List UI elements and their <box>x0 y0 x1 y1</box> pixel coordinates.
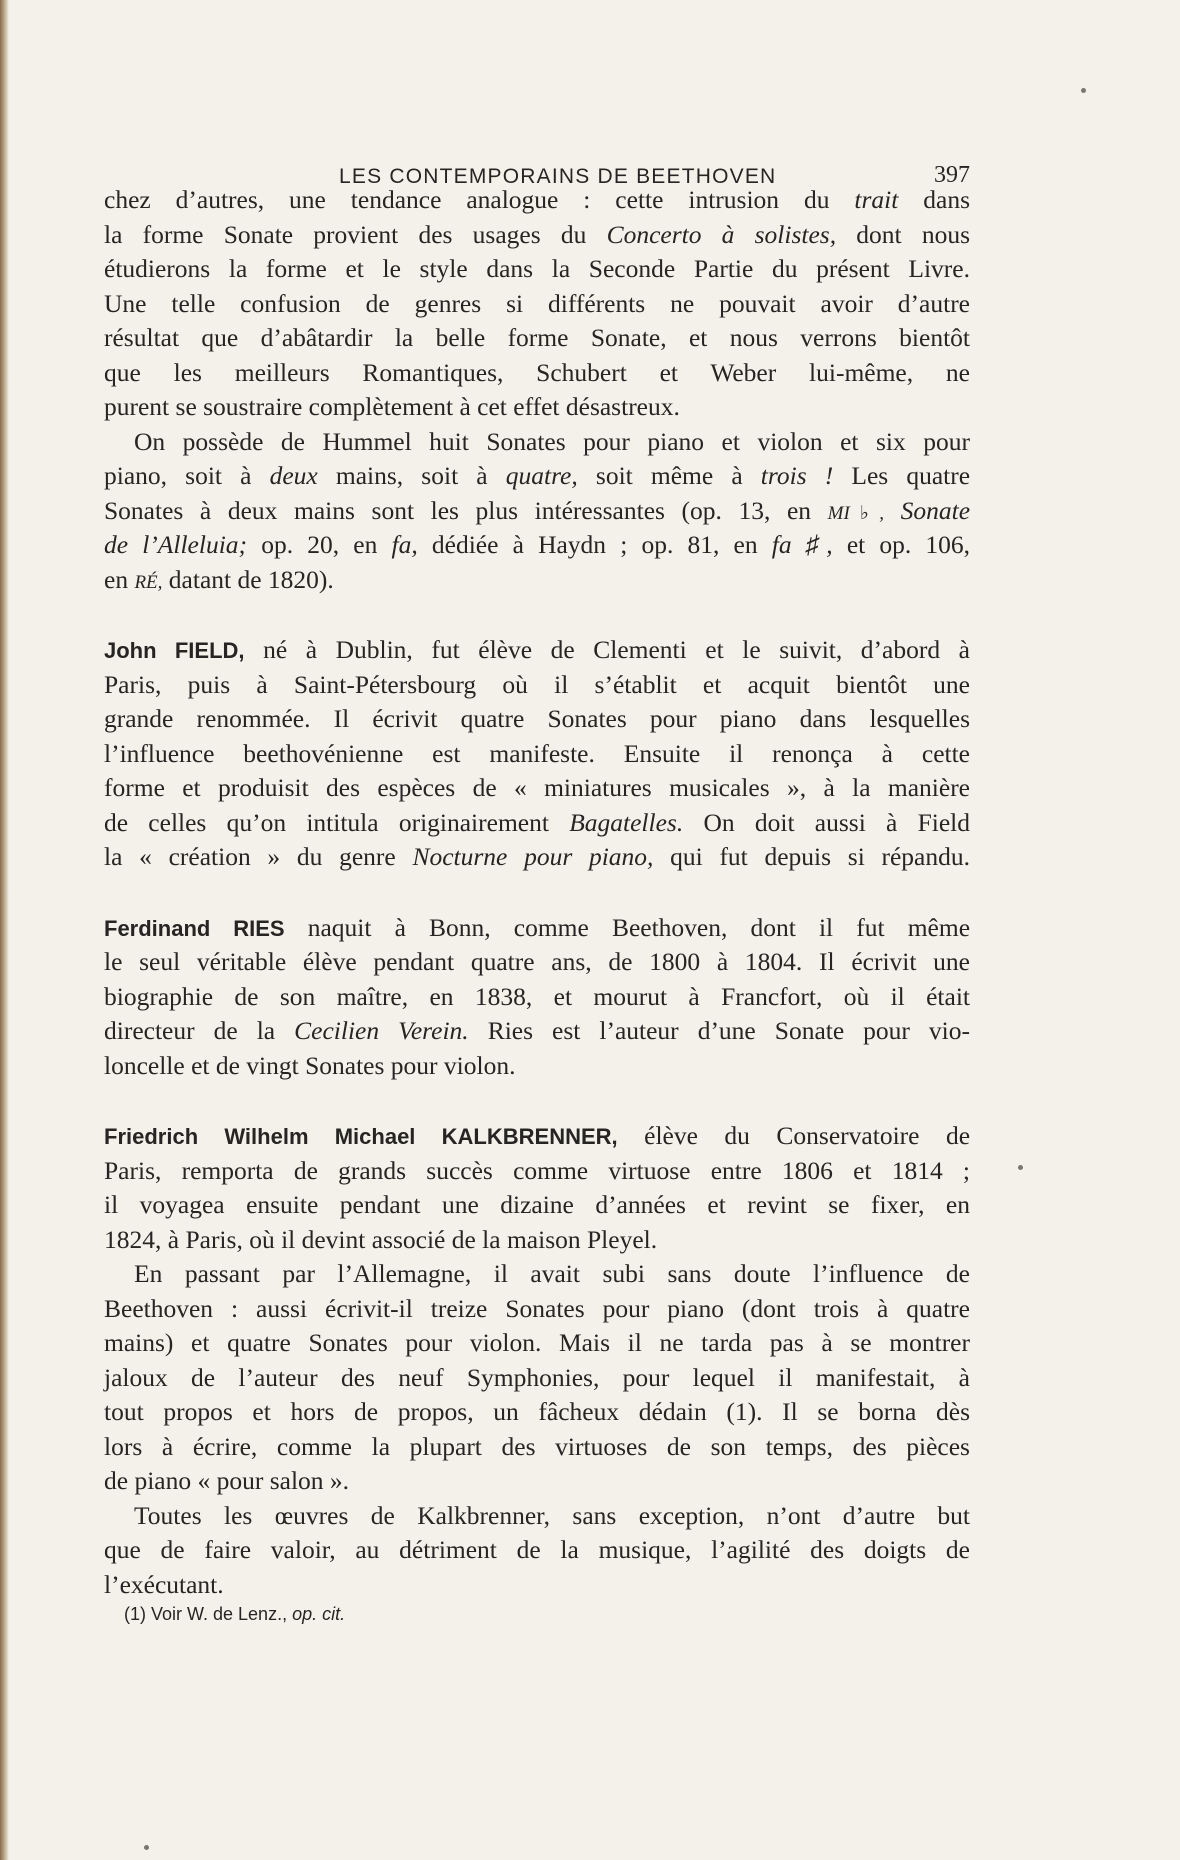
person-name: John FIELD, <box>104 638 245 663</box>
text-line: grande renommée. Il écrivit quatre Sonates pour piano dans lesquelles <box>104 704 970 733</box>
running-title: LES CONTEMPORAINS DE BEETHOVEN <box>339 165 777 188</box>
text-line: de l’Alleluia; op. 20, en fa, dédiée à Haydn ; op. 81, en fa ♯, et op. 106, <box>104 530 971 559</box>
text-line: que de faire valoir, au détriment de la musique, l’agilité des doigts de <box>104 1535 970 1564</box>
text-line: la forme Sonate provient des usages du Concerto à solistes, dont nous <box>104 219 971 249</box>
paper-speck <box>144 1845 149 1850</box>
footnote: (1) Voir W. de Lenz., op. cit. <box>124 1604 346 1624</box>
text-line: Une telle confusion de genres si différents ne pouvait avoir d’autre <box>104 288 970 318</box>
text-line: Ferdinand RIES naquit à Bonn, comme Beethoven, dont il fut même <box>104 912 971 942</box>
text-line: loncelle et de vingt Sonates pour violon. <box>104 1050 516 1080</box>
person-name: Friedrich Wilhelm Michael KALKBRENNER, <box>104 1124 618 1149</box>
text-line: lors à écrire, comme la plupart des virtuoses de son temps, des pièces <box>104 1431 970 1461</box>
person-name: Ferdinand RIES <box>104 915 285 941</box>
text-line: chez d’autres, une tendance analogue : cette intrusion du trait dans <box>104 185 971 214</box>
paper-speck <box>1018 1165 1023 1170</box>
text-line: que les meilleurs Romantiques, Schubert et Weber lui-même, ne <box>104 357 970 387</box>
text-line: mains) et quatre Sonates pour violon. Mais il ne tarda pas à se montrer <box>104 1328 970 1357</box>
text-line: le seul véritable élève pendant quatre ans, de 1800 à 1804. Il écrivit une <box>104 947 970 976</box>
text-line: en RÉ, datant de 1820). <box>104 564 334 594</box>
body-text <box>104 183 970 1602</box>
text-line: Toutes les œuvres de Kalkbrenner, sans exception, n’ont d’autre but <box>134 1500 970 1530</box>
text-line: Sonates à deux mains sont les plus intéressantes (op. 13, en MI♭, Sonate <box>104 495 971 525</box>
text-line: tout propos et hors de propos, un fâcheux dédain (1). Il se borna dès <box>104 1397 970 1426</box>
text-line: purent se soustraire complètement à cet effet désastreux. <box>104 392 680 421</box>
text-line: il voyagea ensuite pendant une dizaine d’années et revint se fixer, en <box>104 1190 970 1219</box>
running-head <box>104 127 970 189</box>
text-line: John FIELD, né à Dublin, fut élève de Clementi et le suivit, d’abord à <box>104 635 970 664</box>
text-line: l’influence beethovénienne est manifeste. Ensuite il renonça à cette <box>104 738 970 768</box>
text-line: de piano « pour salon ». <box>104 1466 350 1495</box>
text-line: En passant par l’Allemagne, il avait subi sans doute l’influence de <box>134 1259 970 1288</box>
text-line: la « création » du genre Nocturne pour piano, qui fut depuis si répandu. <box>104 842 971 871</box>
text-line: Beethoven : aussi écrivit-il treize Sonates pour piano (dont trois à quatre <box>104 1293 970 1323</box>
text-line: On possède de Hummel huit Sonates pour piano et violon et six pour <box>134 426 970 456</box>
page-number: 397 <box>934 162 970 188</box>
text-line: résultat que d’abâtardir la belle forme Sonate, et nous verrons bientôt <box>104 323 970 352</box>
text-line: de celles qu’on intitula originairement Bagatelles. On doit aussi à Field <box>104 807 971 837</box>
text-line: l’exécutant. <box>104 1569 224 1599</box>
text-line: étudierons la forme et le style dans la Seconde Partie du présent Livre. <box>104 254 970 283</box>
text-line: jaloux de l’auteur des neuf Symphonies, pour lequel il manifestait, à <box>104 1362 970 1392</box>
text-line: piano, soit à deux mains, soit à quatre, soit même à trois ! Les quatre <box>104 461 971 490</box>
text-line: biographie de son maître, en 1838, et mourut à Francfort, où il était <box>104 981 970 1011</box>
text-line: 1824, à Paris, où il devint associé de la maison Pleyel. <box>104 1224 658 1254</box>
paper-speck <box>1081 88 1086 93</box>
text-line: Friedrich Wilhelm Michael KALKBRENNER, élève du Conservatoire de <box>104 1121 971 1150</box>
text-line: Paris, puis à Saint-Pétersbourg où il s’établit et acquit bientôt une <box>104 669 970 699</box>
text-line: directeur de la Cecilien Verein. Ries est l’auteur d’une Sonate pour vio- <box>104 1016 971 1045</box>
text-line: Paris, remporta de grands succès comme virtuose entre 1806 et 1814 ; <box>104 1155 970 1185</box>
text-line: forme et produisit des espèces de « miniatures musicales », à la manière <box>104 773 970 802</box>
page-edge-shadow <box>0 0 9 1860</box>
